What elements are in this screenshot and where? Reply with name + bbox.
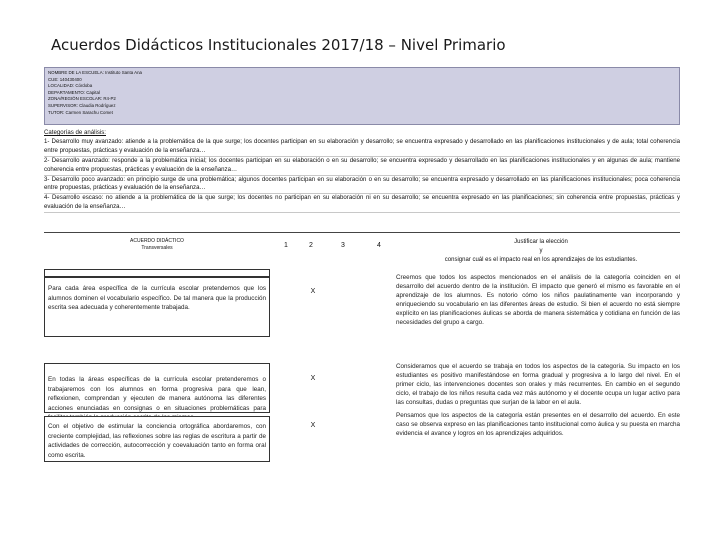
school-cue: CUE: 140430400 <box>48 76 82 82</box>
school-zone: ZONA/REGIÓN ESCOLAR: R4-P2 <box>48 96 116 102</box>
row-2-justification: Consideramos que el acuerdo se trabaja en todos los aspectos de la categoría. Su impacto en los estudiantes es positivo manifestándose en forma gradual y progresiva a lo largo del nivel. En el primer ciclo, las intervenciones docentes son orales y más recurrentes. En cambio en el segundo ciclo, el trabajo de los niños resulta cada vez más autónomo y el docente ocupa un lugar activo para las consultas, dudas o preguntas que surjan de la labor en el aula. <box>396 363 680 406</box>
column-header-4: 4 <box>377 242 381 249</box>
justify-header-line3: consignar cuál es el impacto real en los aprendizajes de los estudiantes. <box>444 257 638 263</box>
category-item-1: 1- Desarrollo muy avanzado: atiende a la problemática de la que surge; los docentes participan en su elaboración y desarrollo; se encuentra expresado y desarrollado en las planificaciones institucionales y de aula; total coherencia entre propuestas, prácticas y evaluación de la enseñanza… <box>44 138 680 157</box>
agreement-row-2-text: En todas la áreas específicas de la currícula escolar pretenderemos o trabajaremos con los alumnos en forma progresiva para que lean, reflexionen, comprendan y ejecuten de manera autónoma las diferentes acciones enunciadas en consignas o en situaciones problemáticas para <box>48 376 266 412</box>
category-item-3: 3- Desarrollo poco avanzado: en principio surge de una problemática; algunos docentes participan en su elaboración o en su desarrollo; se encuentra expresado y desarrollado en las planificaciones institucionales; poca coherencia entre propuestas, prácticas y evaluación de la enseñanza… <box>44 176 680 195</box>
column-header-2: 2 <box>309 242 313 249</box>
agreement-header-line1: ACUERDO DIDÁCTICO <box>130 238 184 244</box>
row-1-justification: Creemos que todos los aspectos mencionados en el análisis de la categoría coinciden en el desarrollo del acuerdo dentro de la institución. El impacto que generó el mismo es favorable en el aprendizaje de los alumnos. Es notorio cómo los niños paulatinamente van incorporando y enriqueciendo su vocabulario en las diferentes áreas de estudio. Si bien el acuerdo no está siempre explícito en las planificaciones áulicas se aborda de manera sistemática y cotidiana en función de las necesidades del grupo a cargo. <box>396 274 680 326</box>
row-3-mark: X <box>310 422 316 429</box>
school-locality: LOCALIDAD: Córdoba <box>48 83 93 89</box>
categories-section <box>44 129 680 213</box>
school-tutor: TUTOR: Carmen Sarachu Comet <box>48 109 113 115</box>
column-header-3: 3 <box>341 242 345 249</box>
agreement-header-box <box>44 269 270 277</box>
categories-heading: Categorías de análisis: <box>44 129 106 136</box>
agreement-row-3-text: Con el objetivo de estimular la conciencia ortográfica abordaremos, con creciente complejidad, las reflexiones sobre las reglas de escritura a partir de actividades de corrección, autocorrección y coevaluación tanto en forma oral como escrita. <box>48 423 266 459</box>
agreement-column-header <box>44 238 270 252</box>
page-title: Acuerdos Didácticos Institucionales 2017/18 – Nivel Primario <box>51 36 506 54</box>
justify-header-line2: y <box>539 248 543 254</box>
school-name: NOMBRE DE LA ESCUELA: Instituto Santa Ana <box>48 70 142 75</box>
school-info-box <box>44 67 680 125</box>
column-header-1: 1 <box>284 242 288 249</box>
agreements-table <box>44 232 680 532</box>
school-department: DEPARTAMENTO: Capital <box>48 89 100 95</box>
row-1-mark: X <box>310 288 316 295</box>
category-item-4: 4- Desarrollo escaso: no atiende a la problemática de la que surge; los docentes no participan en su elaboración ni en su desarrollo; se encuentra expresado en las planificaciones; sin coherencia entre propuestas, prácticas y evaluación de la enseñanza… <box>44 194 680 213</box>
table-top-rule <box>44 232 680 233</box>
agreement-row-1-text: Para cada área específica de la currícula escolar pretendemos que los alumnos dominen el vocabulario específico. De tal manera que la producción escrita sea adecuada y coherentemente trabajada. <box>48 285 266 311</box>
justify-header-line1: Justificar la elección <box>514 239 568 245</box>
category-item-2: 2- Desarrollo avanzado: responde a la problemática inicial; los docentes participan en su elaboración o en su desarrollo; se encuentra expresado y desarrollado en las planificaciones institucionales y en algunas de aula; mantiene coherencia entre propuestas, prácticas y evaluación de la enseñanza… <box>44 157 680 176</box>
justify-column-header <box>404 238 678 265</box>
row-3-justification: Pensamos que los aspectos de la categoría están presentes en el desarrollo del acuerdo. En este caso se observa expreso en las planificaciones tanto institucional como áulica y su puesta en marcha evidencia el avance y logros en los aprendizajes adquiridos. <box>396 412 680 437</box>
row-2-mark: X <box>310 375 316 382</box>
school-supervisor: SUPERVISOR: Claudia Rodríguez <box>48 102 116 108</box>
agreement-header-line2: Transversales <box>141 245 173 251</box>
